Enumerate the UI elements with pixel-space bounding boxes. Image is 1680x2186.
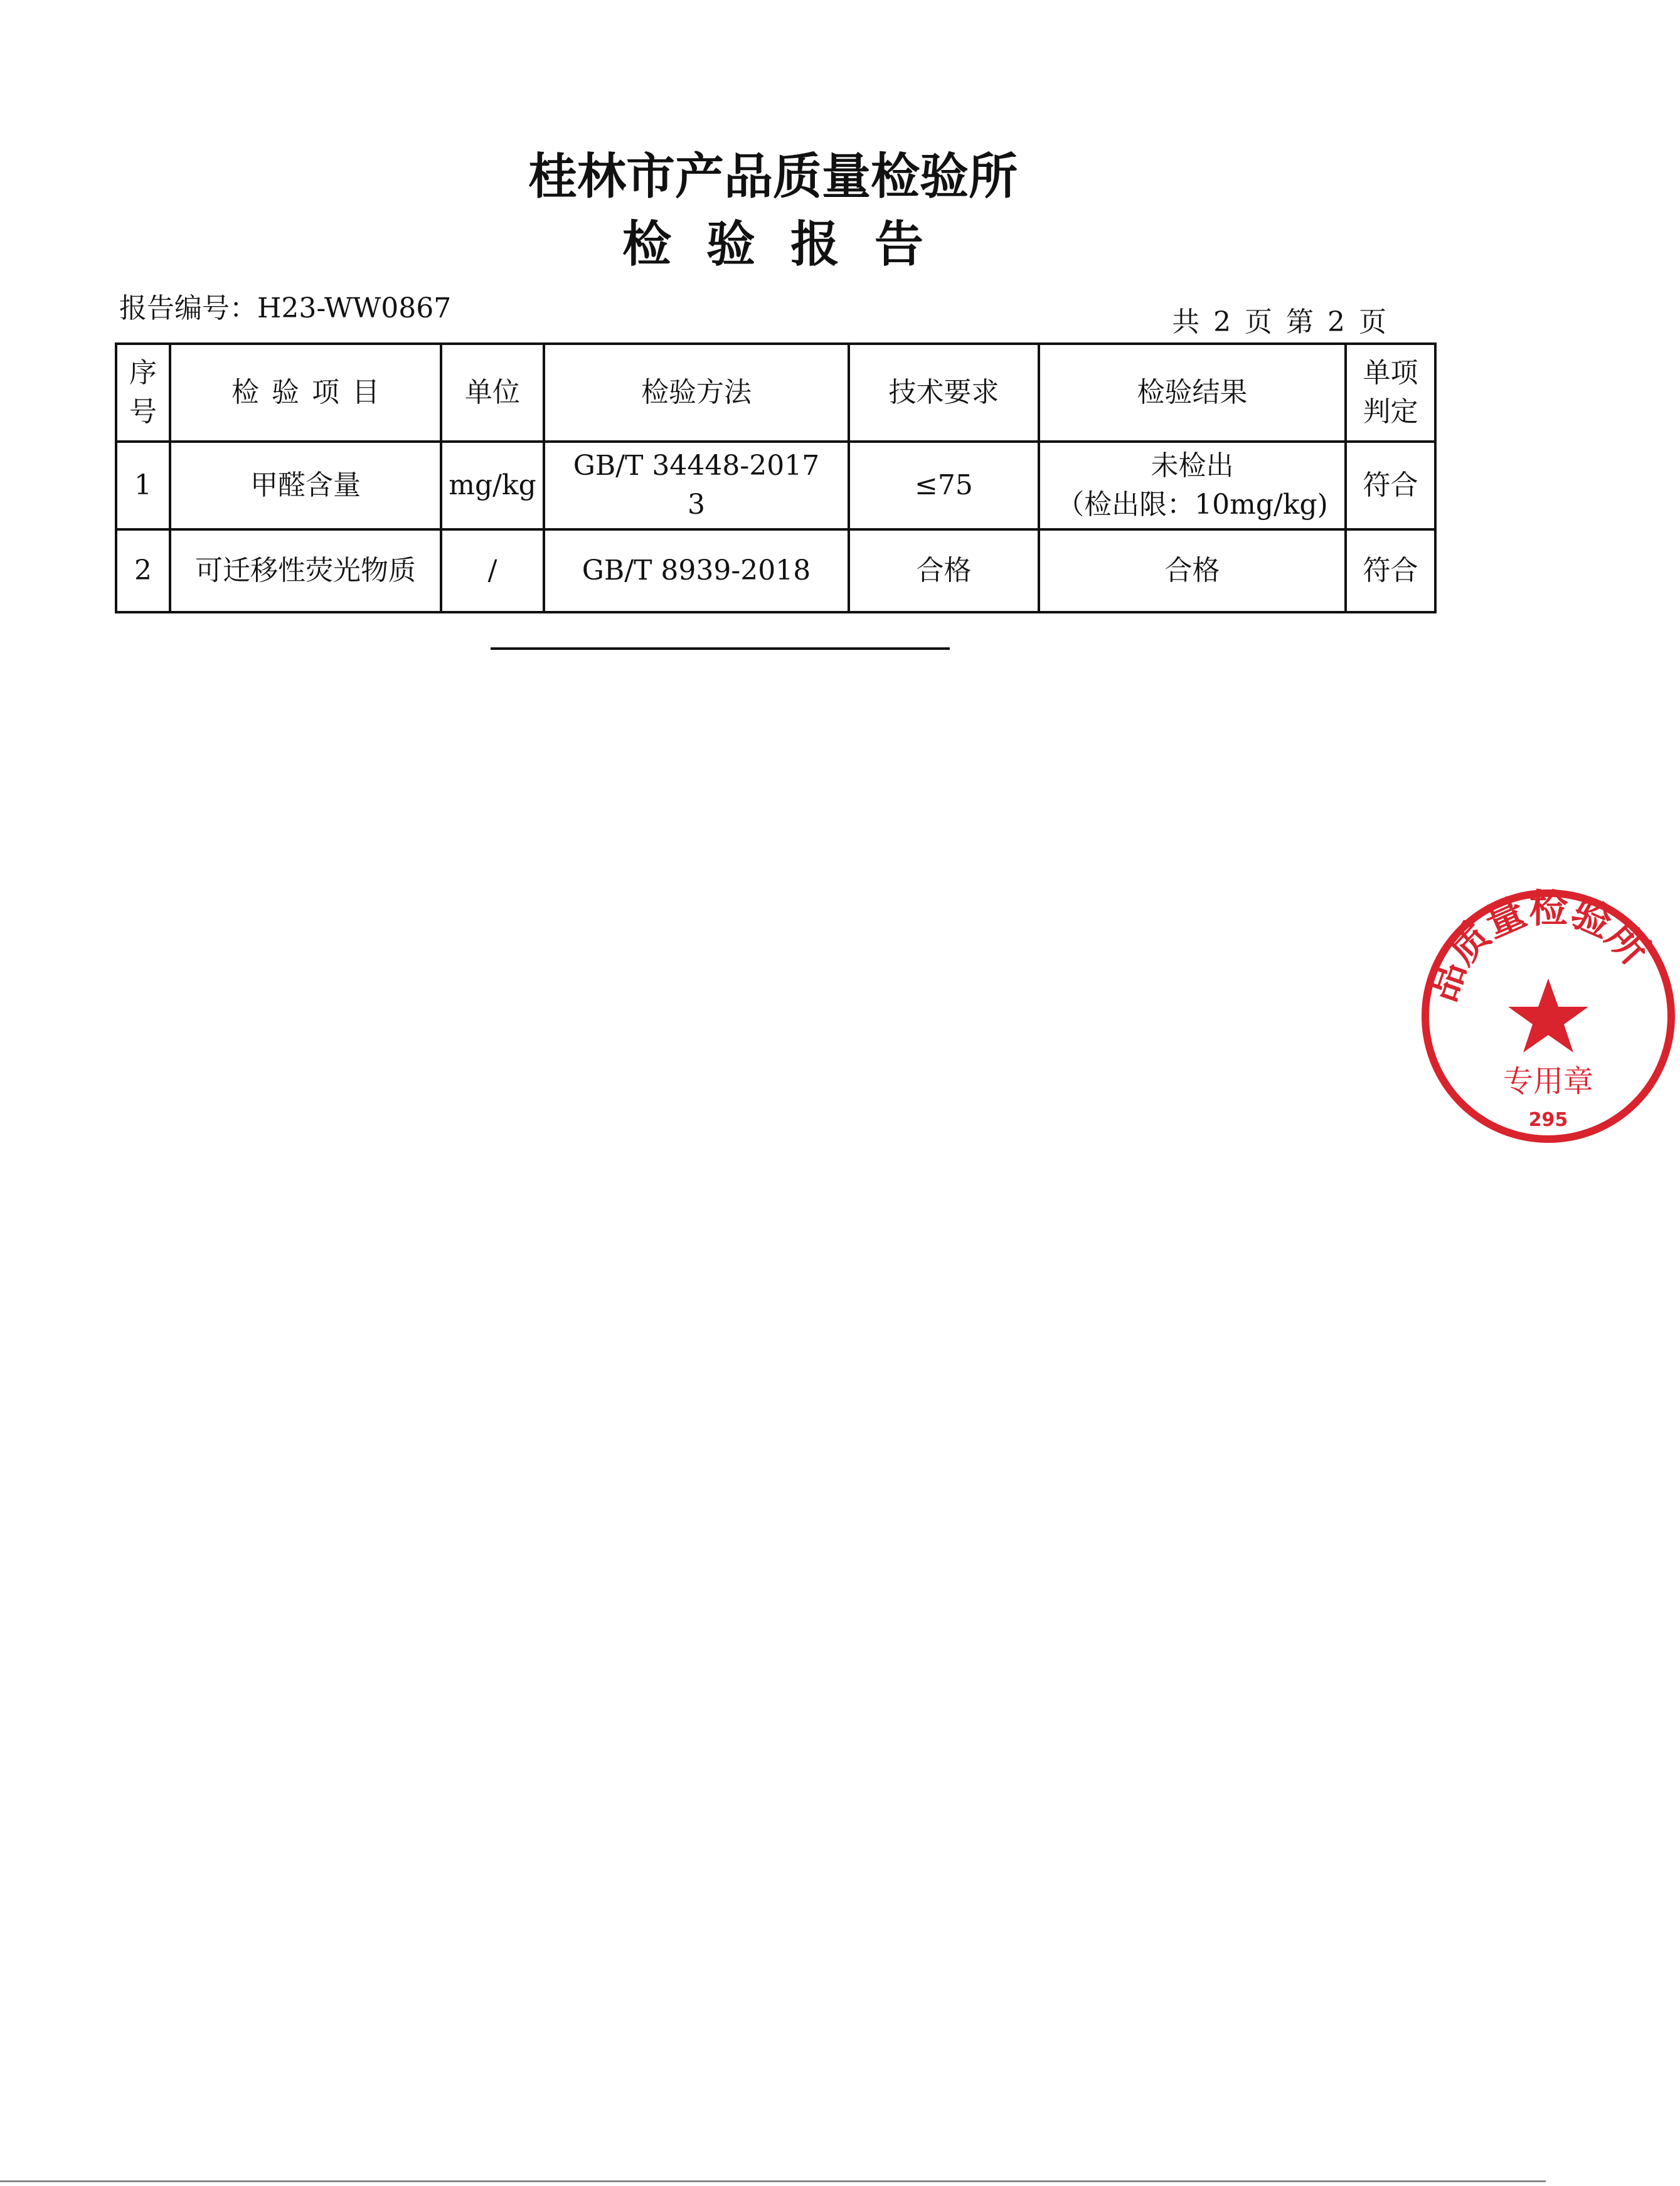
table-row [116, 442, 1435, 529]
cell-method: GB/T 8939-2018 [544, 529, 849, 612]
cell-judgment: 符合 [1346, 442, 1435, 529]
seal-sub-text: 专用章 [1502, 1064, 1594, 1099]
page-info: 共 2 页 第 2 页 [1172, 306, 1389, 338]
cell-judgment: 符合 [1346, 529, 1435, 612]
cell-method-line2: 3 [688, 489, 705, 521]
header-item: 检验项目 [170, 344, 441, 442]
results-table [115, 342, 1437, 613]
report-number: 报告编号：H23-WW0867 [119, 292, 452, 324]
cell-result-line2: （检出限：10mg/kg) [1056, 489, 1328, 521]
bottom-edge-rule [0, 2180, 1546, 2182]
header-seq [116, 344, 170, 442]
header-seq-line2: 号 [129, 396, 157, 428]
table-row [116, 529, 1435, 612]
cell-requirement: ≤75 [849, 442, 1039, 529]
document-title: 桂林市产品质量检验所 [528, 149, 1018, 205]
cell-method-line1: GB/T 34448-2017 [573, 450, 820, 482]
official-seal [1417, 884, 1680, 1148]
cell-result: 合格 [1039, 529, 1346, 612]
document-subtitle: 检验报告 [622, 216, 959, 273]
seal-star-icon [1508, 979, 1588, 1053]
cell-result [1039, 442, 1346, 529]
header-method: 检验方法 [544, 344, 849, 442]
header-judgment-line1: 单项 [1363, 357, 1418, 389]
seal-code: 295 [1528, 1109, 1568, 1131]
header-judgment [1346, 344, 1435, 442]
header-result: 检验结果 [1039, 344, 1346, 442]
cell-method [544, 442, 849, 529]
header-seq-line1: 序 [129, 357, 157, 389]
header-requirement: 技术要求 [849, 344, 1039, 442]
cell-result-line1: 未检出 [1151, 450, 1234, 482]
header-unit: 单位 [441, 344, 544, 442]
cell-seq: 2 [116, 529, 170, 612]
cell-unit: / [441, 529, 544, 612]
seal-text: 品质量检验所 [1418, 885, 1658, 1007]
header-judgment-line2: 判定 [1363, 396, 1418, 428]
cell-unit: mg/kg [441, 442, 544, 529]
cell-requirement: 合格 [849, 529, 1039, 612]
table-header-row [116, 344, 1435, 442]
end-of-table-rule [491, 647, 950, 650]
cell-seq: 1 [116, 442, 170, 529]
cell-item: 可迁移性荧光物质 [170, 529, 441, 612]
cell-item: 甲醛含量 [170, 442, 441, 529]
